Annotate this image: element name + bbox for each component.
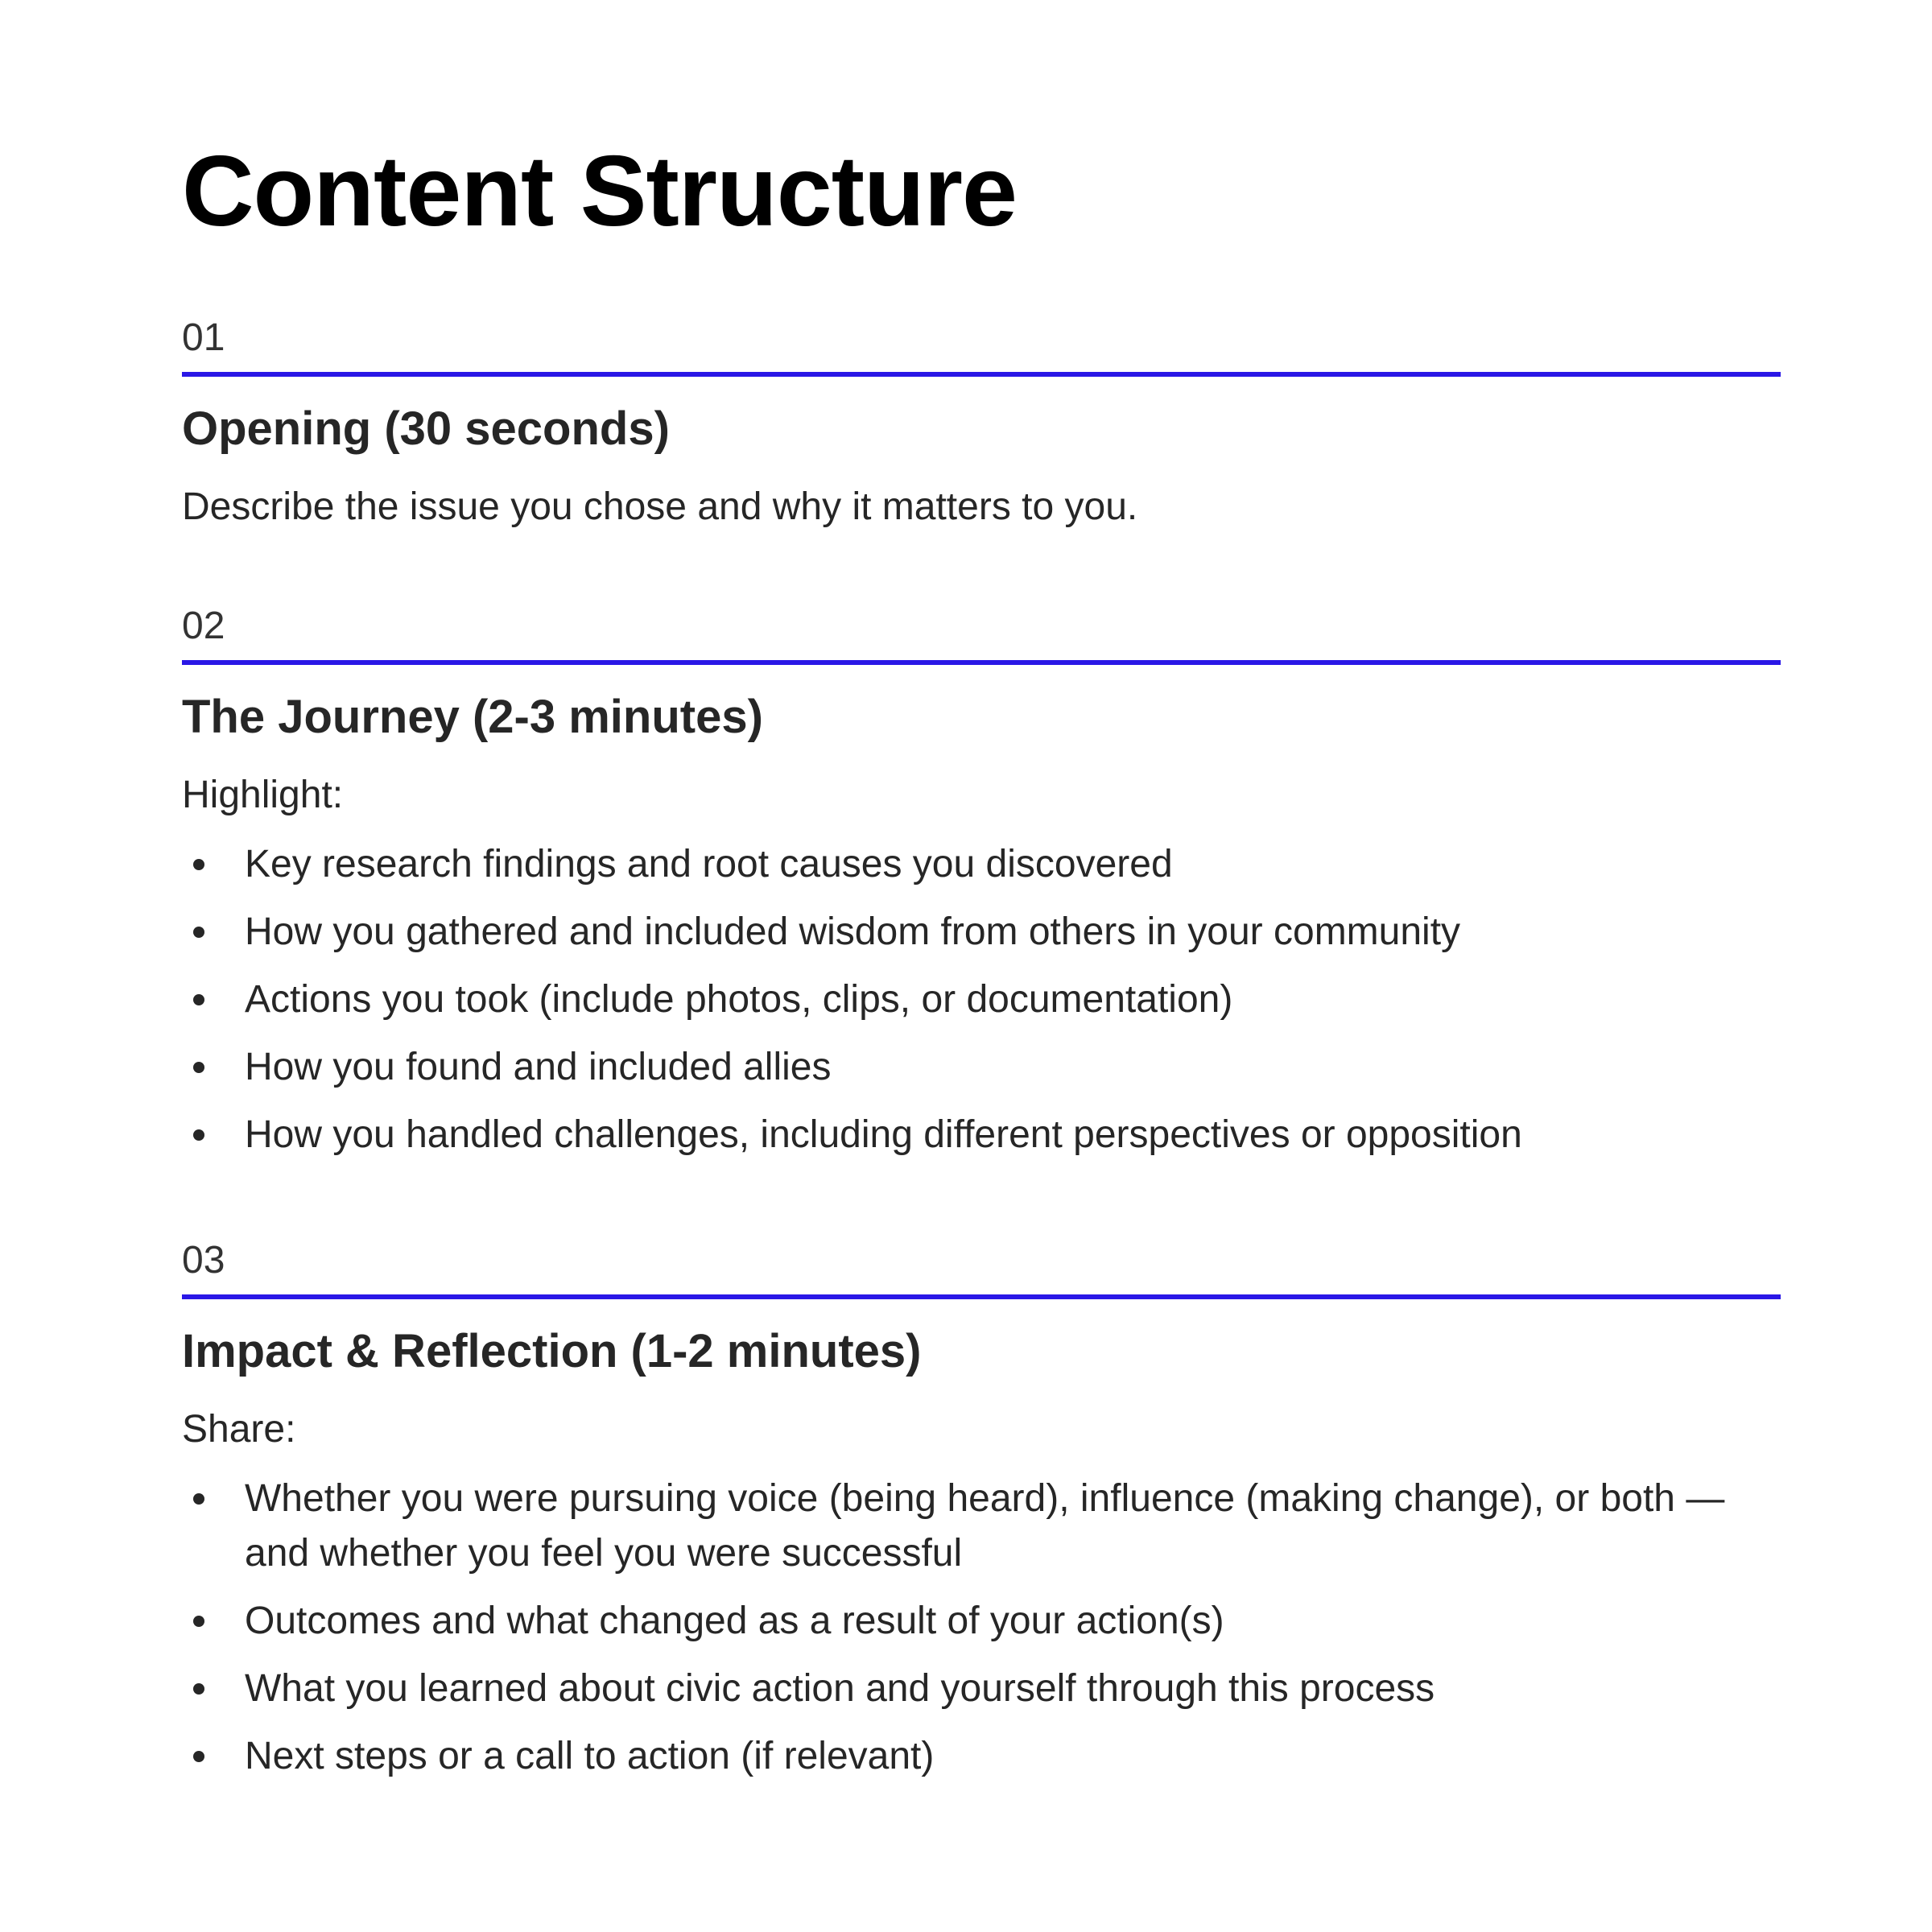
section-heading: The Journey (2-3 minutes) bbox=[182, 691, 763, 743]
list-item-text: Outcomes and what changed as a result of your action(s) bbox=[245, 1600, 1224, 1642]
bullet-list bbox=[182, 837, 1781, 1175]
list-item-text: How you handled challenges, including different perspectives or opposition bbox=[245, 1113, 1522, 1156]
list-item bbox=[182, 837, 1781, 892]
bullet-dot-icon bbox=[193, 1616, 204, 1627]
bullet-dot-icon bbox=[193, 1062, 204, 1073]
section-number: 01 bbox=[182, 316, 225, 359]
list-item bbox=[182, 1108, 1781, 1162]
bullet-dot-icon bbox=[193, 1751, 204, 1762]
section-heading: Impact & Reflection (1-2 minutes) bbox=[182, 1325, 922, 1377]
list-item-text: Key research findings and root causes you discovered bbox=[245, 843, 1173, 886]
bullet-dot-icon bbox=[193, 1129, 204, 1141]
bullet-dot-icon bbox=[193, 859, 204, 870]
list-item bbox=[182, 1594, 1781, 1649]
list-item bbox=[182, 905, 1781, 960]
section-divider bbox=[182, 372, 1781, 377]
list-item-text: Whether you were pursuing voice (being heard), influence (making change), or both — and whether you feel you were successful bbox=[245, 1477, 1725, 1575]
section-number: 03 bbox=[182, 1239, 225, 1282]
list-item-text: Next steps or a call to action (if relevant) bbox=[245, 1735, 935, 1777]
list-item bbox=[182, 1729, 1781, 1784]
list-item bbox=[182, 1040, 1781, 1095]
section-intro: Share: bbox=[182, 1408, 296, 1451]
list-item bbox=[182, 1472, 1781, 1581]
bullet-dot-icon bbox=[193, 927, 204, 938]
list-item-text: How you gathered and included wisdom from others in your community bbox=[245, 910, 1461, 953]
list-item-text: How you found and included allies bbox=[245, 1046, 832, 1088]
section-description: Describe the issue you chose and why it matters to you. bbox=[182, 485, 1138, 528]
section-divider bbox=[182, 1294, 1781, 1299]
section-number: 02 bbox=[182, 605, 225, 647]
bullet-dot-icon bbox=[193, 994, 204, 1005]
bullet-dot-icon bbox=[193, 1493, 204, 1505]
section-divider bbox=[182, 660, 1781, 665]
bullet-dot-icon bbox=[193, 1683, 204, 1695]
section-intro: Highlight: bbox=[182, 774, 344, 816]
list-item bbox=[182, 1662, 1781, 1716]
section-heading: Opening (30 seconds) bbox=[182, 402, 670, 455]
page-title: Content Structure bbox=[182, 136, 1017, 247]
bullet-list bbox=[182, 1472, 1781, 1797]
list-item-text: What you learned about civic action and yourself through this process bbox=[245, 1667, 1435, 1710]
list-item-text: Actions you took (include photos, clips, or documentation) bbox=[245, 978, 1233, 1021]
list-item bbox=[182, 972, 1781, 1027]
